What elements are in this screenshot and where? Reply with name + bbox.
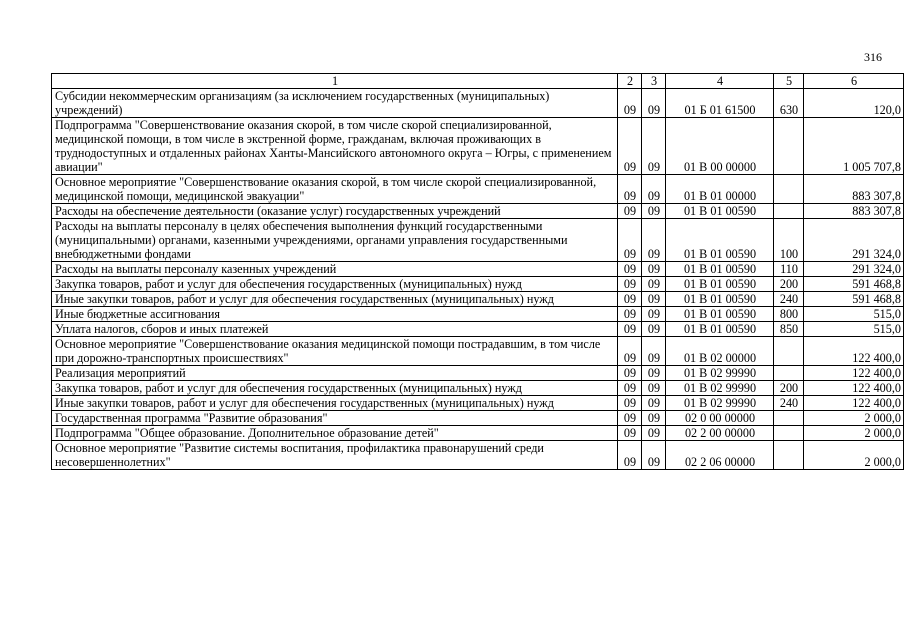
row-expense-type: [774, 175, 804, 204]
row-target-code: 01 В 01 00590: [666, 307, 774, 322]
row-name: Субсидии некоммерческим организациям (за исключением государственных (муниципальных) учреждений): [52, 89, 618, 118]
row-sum: 122 400,0: [804, 366, 904, 381]
row-sum: 883 307,8: [804, 175, 904, 204]
row-target-code: 01 В 02 99990: [666, 396, 774, 411]
row-sum: 122 400,0: [804, 337, 904, 366]
row-subsection: 09: [642, 175, 666, 204]
table-row: [52, 366, 904, 381]
row-sum: 515,0: [804, 322, 904, 337]
row-sum: 120,0: [804, 89, 904, 118]
header-col-3: 3: [642, 74, 666, 89]
row-section: 09: [618, 262, 642, 277]
row-expense-type: 240: [774, 396, 804, 411]
row-expense-type: 200: [774, 277, 804, 292]
row-sum: 1 005 707,8: [804, 118, 904, 175]
row-section: 09: [618, 426, 642, 441]
table-row: [52, 307, 904, 322]
row-expense-type: [774, 204, 804, 219]
table-row: [52, 396, 904, 411]
table-row: [52, 411, 904, 426]
row-sum: 2 000,0: [804, 441, 904, 470]
header-col-1: 1: [52, 74, 618, 89]
row-subsection: 09: [642, 366, 666, 381]
row-expense-type: [774, 441, 804, 470]
row-subsection: 09: [642, 262, 666, 277]
row-target-code: 01 В 01 00590: [666, 277, 774, 292]
row-subsection: 09: [642, 441, 666, 470]
row-sum: 2 000,0: [804, 411, 904, 426]
row-expense-type: 100: [774, 219, 804, 262]
table-header-row: [52, 74, 904, 89]
row-name: Основное мероприятие "Совершенствование оказания скорой, в том числе скорой специализированной, медицинской помощи, медицинской эвакуации": [52, 175, 618, 204]
row-name: Иные закупки товаров, работ и услуг для обеспечения государственных (муниципальных) нужд: [52, 396, 618, 411]
row-name: Основное мероприятие "Совершенствование оказания медицинской помощи пострадавшим, в том числе при дорожно-транспортных происшествиях": [52, 337, 618, 366]
table-row: [52, 262, 904, 277]
row-expense-type: 240: [774, 292, 804, 307]
row-expense-type: [774, 118, 804, 175]
row-sum: 122 400,0: [804, 381, 904, 396]
table-row: [52, 322, 904, 337]
row-section: 09: [618, 292, 642, 307]
header-col-2: 2: [618, 74, 642, 89]
header-col-5: 5: [774, 74, 804, 89]
row-target-code: 01 В 01 00590: [666, 292, 774, 307]
row-name: Иные бюджетные ассигнования: [52, 307, 618, 322]
table-row: [52, 337, 904, 366]
row-name: Расходы на выплаты персоналу в целях обеспечения выполнения функций государственными (муниципальными) органами, казенными учреждениями, органами управления государственными внебюджетными фондами: [52, 219, 618, 262]
row-section: 09: [618, 411, 642, 426]
row-expense-type: 850: [774, 322, 804, 337]
table-row: [52, 219, 904, 262]
row-target-code: 01 В 01 00590: [666, 204, 774, 219]
table-row: [52, 277, 904, 292]
row-expense-type: [774, 366, 804, 381]
row-expense-type: [774, 426, 804, 441]
row-section: 09: [618, 204, 642, 219]
row-target-code: 01 В 01 00590: [666, 262, 774, 277]
row-subsection: 09: [642, 89, 666, 118]
row-expense-type: 110: [774, 262, 804, 277]
row-expense-type: 800: [774, 307, 804, 322]
table-row: [52, 89, 904, 118]
row-section: 09: [618, 175, 642, 204]
row-subsection: 09: [642, 118, 666, 175]
row-sum: 515,0: [804, 307, 904, 322]
row-name: Государственная программа "Развитие образования": [52, 411, 618, 426]
row-name: Закупка товаров, работ и услуг для обеспечения государственных (муниципальных) нужд: [52, 381, 618, 396]
table-body: [52, 74, 904, 470]
table-row: [52, 426, 904, 441]
row-subsection: 09: [642, 381, 666, 396]
row-target-code: 01 Б 01 61500: [666, 89, 774, 118]
row-sum: 122 400,0: [804, 396, 904, 411]
row-expense-type: 630: [774, 89, 804, 118]
row-name: Реализация мероприятий: [52, 366, 618, 381]
row-section: 09: [618, 277, 642, 292]
row-sum: 591 468,8: [804, 292, 904, 307]
row-subsection: 09: [642, 277, 666, 292]
row-target-code: 01 В 01 00000: [666, 175, 774, 204]
table-row: [52, 441, 904, 470]
row-expense-type: [774, 337, 804, 366]
row-target-code: 01 В 02 99990: [666, 381, 774, 396]
row-name: Расходы на обеспечение деятельности (оказание услуг) государственных учреждений: [52, 204, 618, 219]
row-name: Основное мероприятие "Развитие системы воспитания, профилактика правонарушений среди несовершеннолетних": [52, 441, 618, 470]
row-subsection: 09: [642, 219, 666, 262]
row-target-code: 01 В 00 00000: [666, 118, 774, 175]
row-section: 09: [618, 337, 642, 366]
row-name: Подпрограмма "Общее образование. Дополнительное образование детей": [52, 426, 618, 441]
row-subsection: 09: [642, 426, 666, 441]
row-section: 09: [618, 441, 642, 470]
table-row: [52, 381, 904, 396]
row-name: Уплата налогов, сборов и иных платежей: [52, 322, 618, 337]
page-number: 316: [864, 50, 882, 64]
row-section: 09: [618, 307, 642, 322]
row-sum: 883 307,8: [804, 204, 904, 219]
budget-table: [51, 73, 904, 470]
table-row: [52, 292, 904, 307]
row-sum: 291 324,0: [804, 219, 904, 262]
row-expense-type: [774, 411, 804, 426]
row-subsection: 09: [642, 307, 666, 322]
header-col-6: 6: [804, 74, 904, 89]
row-target-code: 02 2 00 00000: [666, 426, 774, 441]
row-section: 09: [618, 396, 642, 411]
row-sum: 291 324,0: [804, 262, 904, 277]
row-subsection: 09: [642, 396, 666, 411]
row-target-code: 01 В 02 00000: [666, 337, 774, 366]
row-subsection: 09: [642, 337, 666, 366]
row-subsection: 09: [642, 322, 666, 337]
row-section: 09: [618, 322, 642, 337]
row-name: Подпрограмма "Совершенствование оказания скорой, в том числе скорой специализированной, медицинской помощи, в том числе в экстренной форме, гражданам, включая проживающих в труднодоступных и отдаленных районах Ханты-Мансийского автономного округа – Югры, с применением авиации": [52, 118, 618, 175]
row-section: 09: [618, 89, 642, 118]
row-section: 09: [618, 118, 642, 175]
row-target-code: 01 В 01 00590: [666, 322, 774, 337]
row-name: Иные закупки товаров, работ и услуг для обеспечения государственных (муниципальных) нужд: [52, 292, 618, 307]
row-target-code: 01 В 01 00590: [666, 219, 774, 262]
row-section: 09: [618, 366, 642, 381]
row-section: 09: [618, 219, 642, 262]
row-subsection: 09: [642, 292, 666, 307]
row-name: Расходы на выплаты персоналу казенных учреждений: [52, 262, 618, 277]
table-row: [52, 175, 904, 204]
header-col-4: 4: [666, 74, 774, 89]
row-subsection: 09: [642, 204, 666, 219]
row-target-code: 02 2 06 00000: [666, 441, 774, 470]
row-section: 09: [618, 381, 642, 396]
table-row: [52, 118, 904, 175]
table-row: [52, 204, 904, 219]
row-target-code: 02 0 00 00000: [666, 411, 774, 426]
row-sum: 2 000,0: [804, 426, 904, 441]
row-name: Закупка товаров, работ и услуг для обеспечения государственных (муниципальных) нужд: [52, 277, 618, 292]
row-expense-type: 200: [774, 381, 804, 396]
row-sum: 591 468,8: [804, 277, 904, 292]
row-target-code: 01 В 02 99990: [666, 366, 774, 381]
row-subsection: 09: [642, 411, 666, 426]
